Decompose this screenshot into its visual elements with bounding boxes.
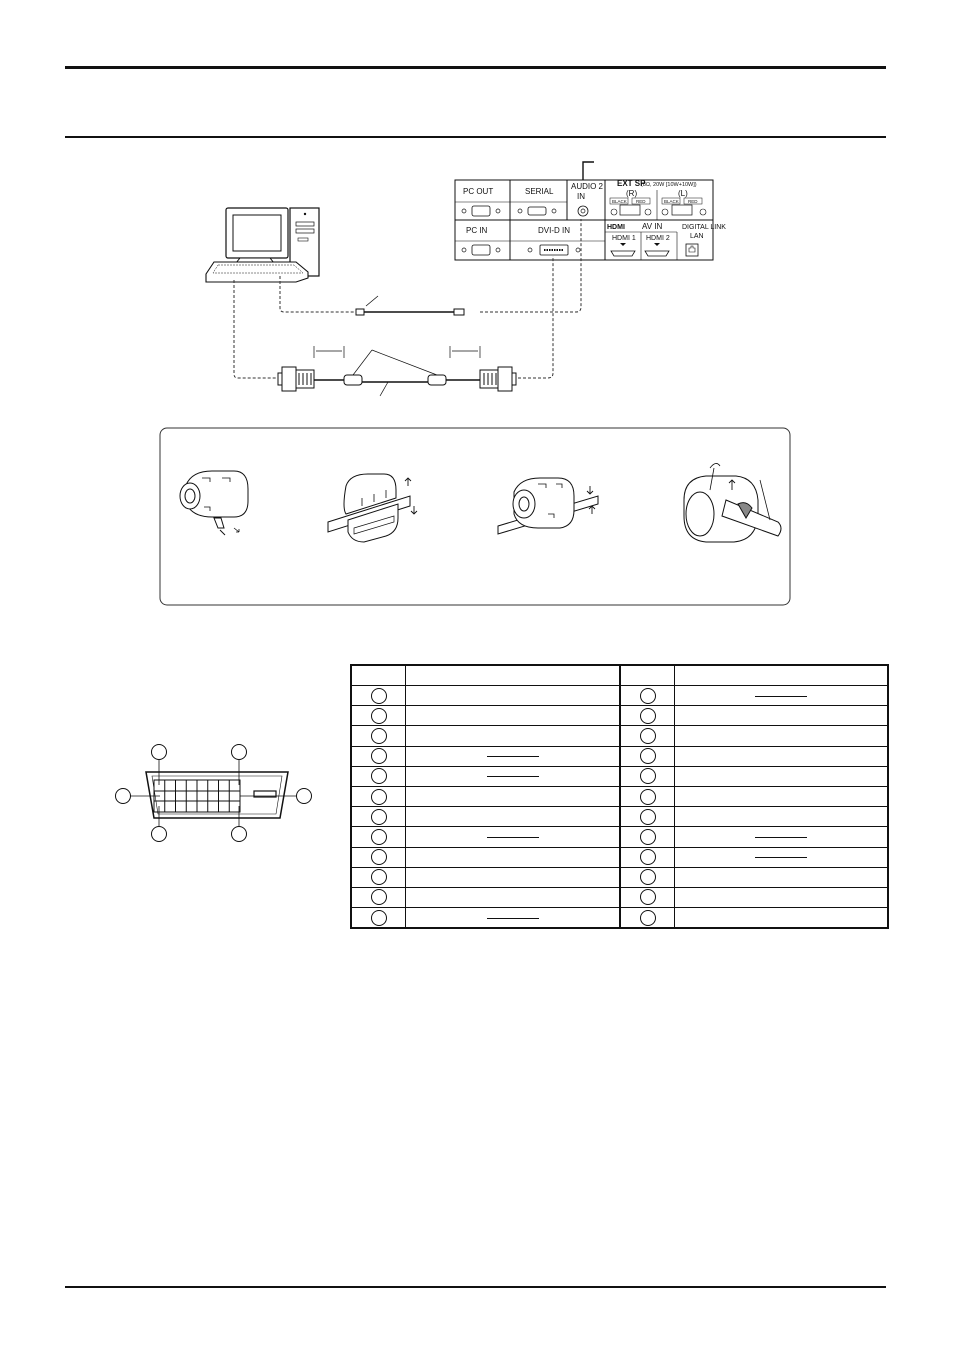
overline-mark (487, 756, 539, 757)
signal-cell (675, 686, 889, 706)
pin-circle (371, 829, 387, 845)
signal-cell (406, 807, 621, 827)
overline-mark (755, 857, 807, 858)
pin-circle (371, 889, 387, 905)
callout-circle (232, 827, 247, 842)
table-header-row (351, 665, 888, 686)
ch-r-label: (R) (626, 189, 638, 198)
overline-mark (755, 696, 807, 697)
callout-circle (152, 827, 167, 842)
pin-circle (371, 728, 387, 744)
pin-circle (371, 809, 387, 825)
pin-number-cell (620, 786, 675, 806)
r-black-label: BLACK (612, 199, 627, 204)
pin-number-cell (351, 746, 406, 766)
signal-cell (406, 726, 621, 746)
pin-number-cell (620, 706, 675, 726)
pin-circle (371, 849, 387, 865)
signal-cell (406, 746, 621, 766)
pin-circle (640, 849, 656, 865)
callout-circle (116, 789, 131, 804)
pin-circle (640, 789, 656, 805)
pin-circle (371, 869, 387, 885)
pc-out-label: PC OUT (463, 187, 494, 196)
signal-cell (675, 887, 889, 907)
pin-circle (640, 869, 656, 885)
pin-circle (640, 688, 656, 704)
signal-cell (406, 887, 621, 907)
pin-number-cell (351, 887, 406, 907)
pin-number-cell (351, 686, 406, 706)
signal-cell (406, 706, 621, 726)
pin-assignment-table (350, 664, 889, 929)
pin-number-cell (620, 908, 675, 929)
dvi-in-label: DVI-D IN (538, 226, 570, 235)
overline-mark (487, 776, 539, 777)
signal-cell (406, 847, 621, 867)
signal-cell (675, 827, 889, 847)
pin-number-cell (351, 807, 406, 827)
signal-cell (675, 726, 889, 746)
pin-number-cell (620, 807, 675, 827)
pin-number-cell (620, 726, 675, 746)
audio-cable (356, 296, 464, 315)
dvi-cable (278, 346, 516, 396)
pin-circle (640, 829, 656, 845)
pc-in-label: PC IN (466, 226, 488, 235)
hdmi2-label: HDMI 2 (646, 235, 670, 242)
audio2-label: AUDIO 2 (571, 182, 604, 191)
overline-mark (487, 918, 539, 919)
table-row (351, 726, 888, 746)
signal-cell (675, 908, 889, 929)
signal-cell (406, 827, 621, 847)
table-row (351, 908, 888, 929)
table-row (351, 867, 888, 887)
header-cell (675, 665, 889, 686)
pin-circle (371, 768, 387, 784)
signal-cell (675, 807, 889, 827)
overline-mark (755, 837, 807, 838)
pin-circle (640, 768, 656, 784)
header-cell (406, 665, 621, 686)
l-red-label: RED (688, 199, 698, 204)
pin-number-cell (620, 847, 675, 867)
pin-circle (371, 910, 387, 926)
signal-cell (406, 867, 621, 887)
pin-circle (371, 748, 387, 764)
pin-circle (640, 748, 656, 764)
pin-circle (371, 708, 387, 724)
pin-circle (640, 809, 656, 825)
pin-number-cell (620, 766, 675, 786)
pin-circle (640, 708, 656, 724)
table-row (351, 706, 888, 726)
pin-circle (371, 688, 387, 704)
table-row (351, 887, 888, 907)
hdmi-logo: HDMI (607, 224, 625, 231)
pin-number-cell (620, 746, 675, 766)
header-cell (351, 665, 406, 686)
pin-number-cell (351, 827, 406, 847)
pin-number-cell (620, 867, 675, 887)
pin-number-cell (620, 827, 675, 847)
l-black-label: BLACK (664, 199, 679, 204)
table-row (351, 786, 888, 806)
table-row (351, 686, 888, 706)
signal-cell (675, 706, 889, 726)
hdmi1-label: HDMI 1 (612, 235, 636, 242)
r-red-label: RED (636, 199, 646, 204)
computer-illustration (206, 208, 319, 282)
callout-circle (152, 745, 167, 760)
signal-cell (675, 766, 889, 786)
pin-circle (640, 910, 656, 926)
table-row (351, 766, 888, 786)
pin-number-cell (351, 786, 406, 806)
pin-number-cell (351, 726, 406, 746)
pin-circle (371, 789, 387, 805)
table-row (351, 827, 888, 847)
callout-circle (232, 745, 247, 760)
pin-number-cell (351, 847, 406, 867)
signal-cell (406, 786, 621, 806)
pin-circle (640, 728, 656, 744)
ext-sp-label: EXT SP (617, 179, 646, 188)
signal-cell (675, 746, 889, 766)
pin-number-cell (351, 908, 406, 929)
ext-sp-spec: (8Ω, 20W [10W+10W]) (641, 182, 697, 188)
table-row (351, 807, 888, 827)
ch-l-label: (L) (678, 189, 688, 198)
pin-number-cell (620, 887, 675, 907)
table-row (351, 746, 888, 766)
signal-cell (675, 867, 889, 887)
signal-cell (675, 786, 889, 806)
overline-mark (487, 837, 539, 838)
callout-circle (297, 789, 312, 804)
rear-panel (455, 179, 726, 260)
serial-label: SERIAL (525, 187, 554, 196)
pin-circle (640, 889, 656, 905)
signal-cell (406, 766, 621, 786)
signal-cell (675, 847, 889, 867)
av-in-label: AV IN (642, 222, 663, 231)
lan-label: LAN (690, 233, 704, 240)
audio2-in-label: IN (577, 192, 585, 201)
pin-number-cell (620, 686, 675, 706)
header-cell (620, 665, 675, 686)
pin-number-cell (351, 706, 406, 726)
signal-cell (406, 686, 621, 706)
table-row (351, 847, 888, 867)
signal-cell (406, 908, 621, 929)
pin-number-cell (351, 867, 406, 887)
dvi-pin-layout (116, 745, 312, 842)
pin-number-cell (351, 766, 406, 786)
digital-link-label: DIGITAL LINK (682, 224, 726, 231)
